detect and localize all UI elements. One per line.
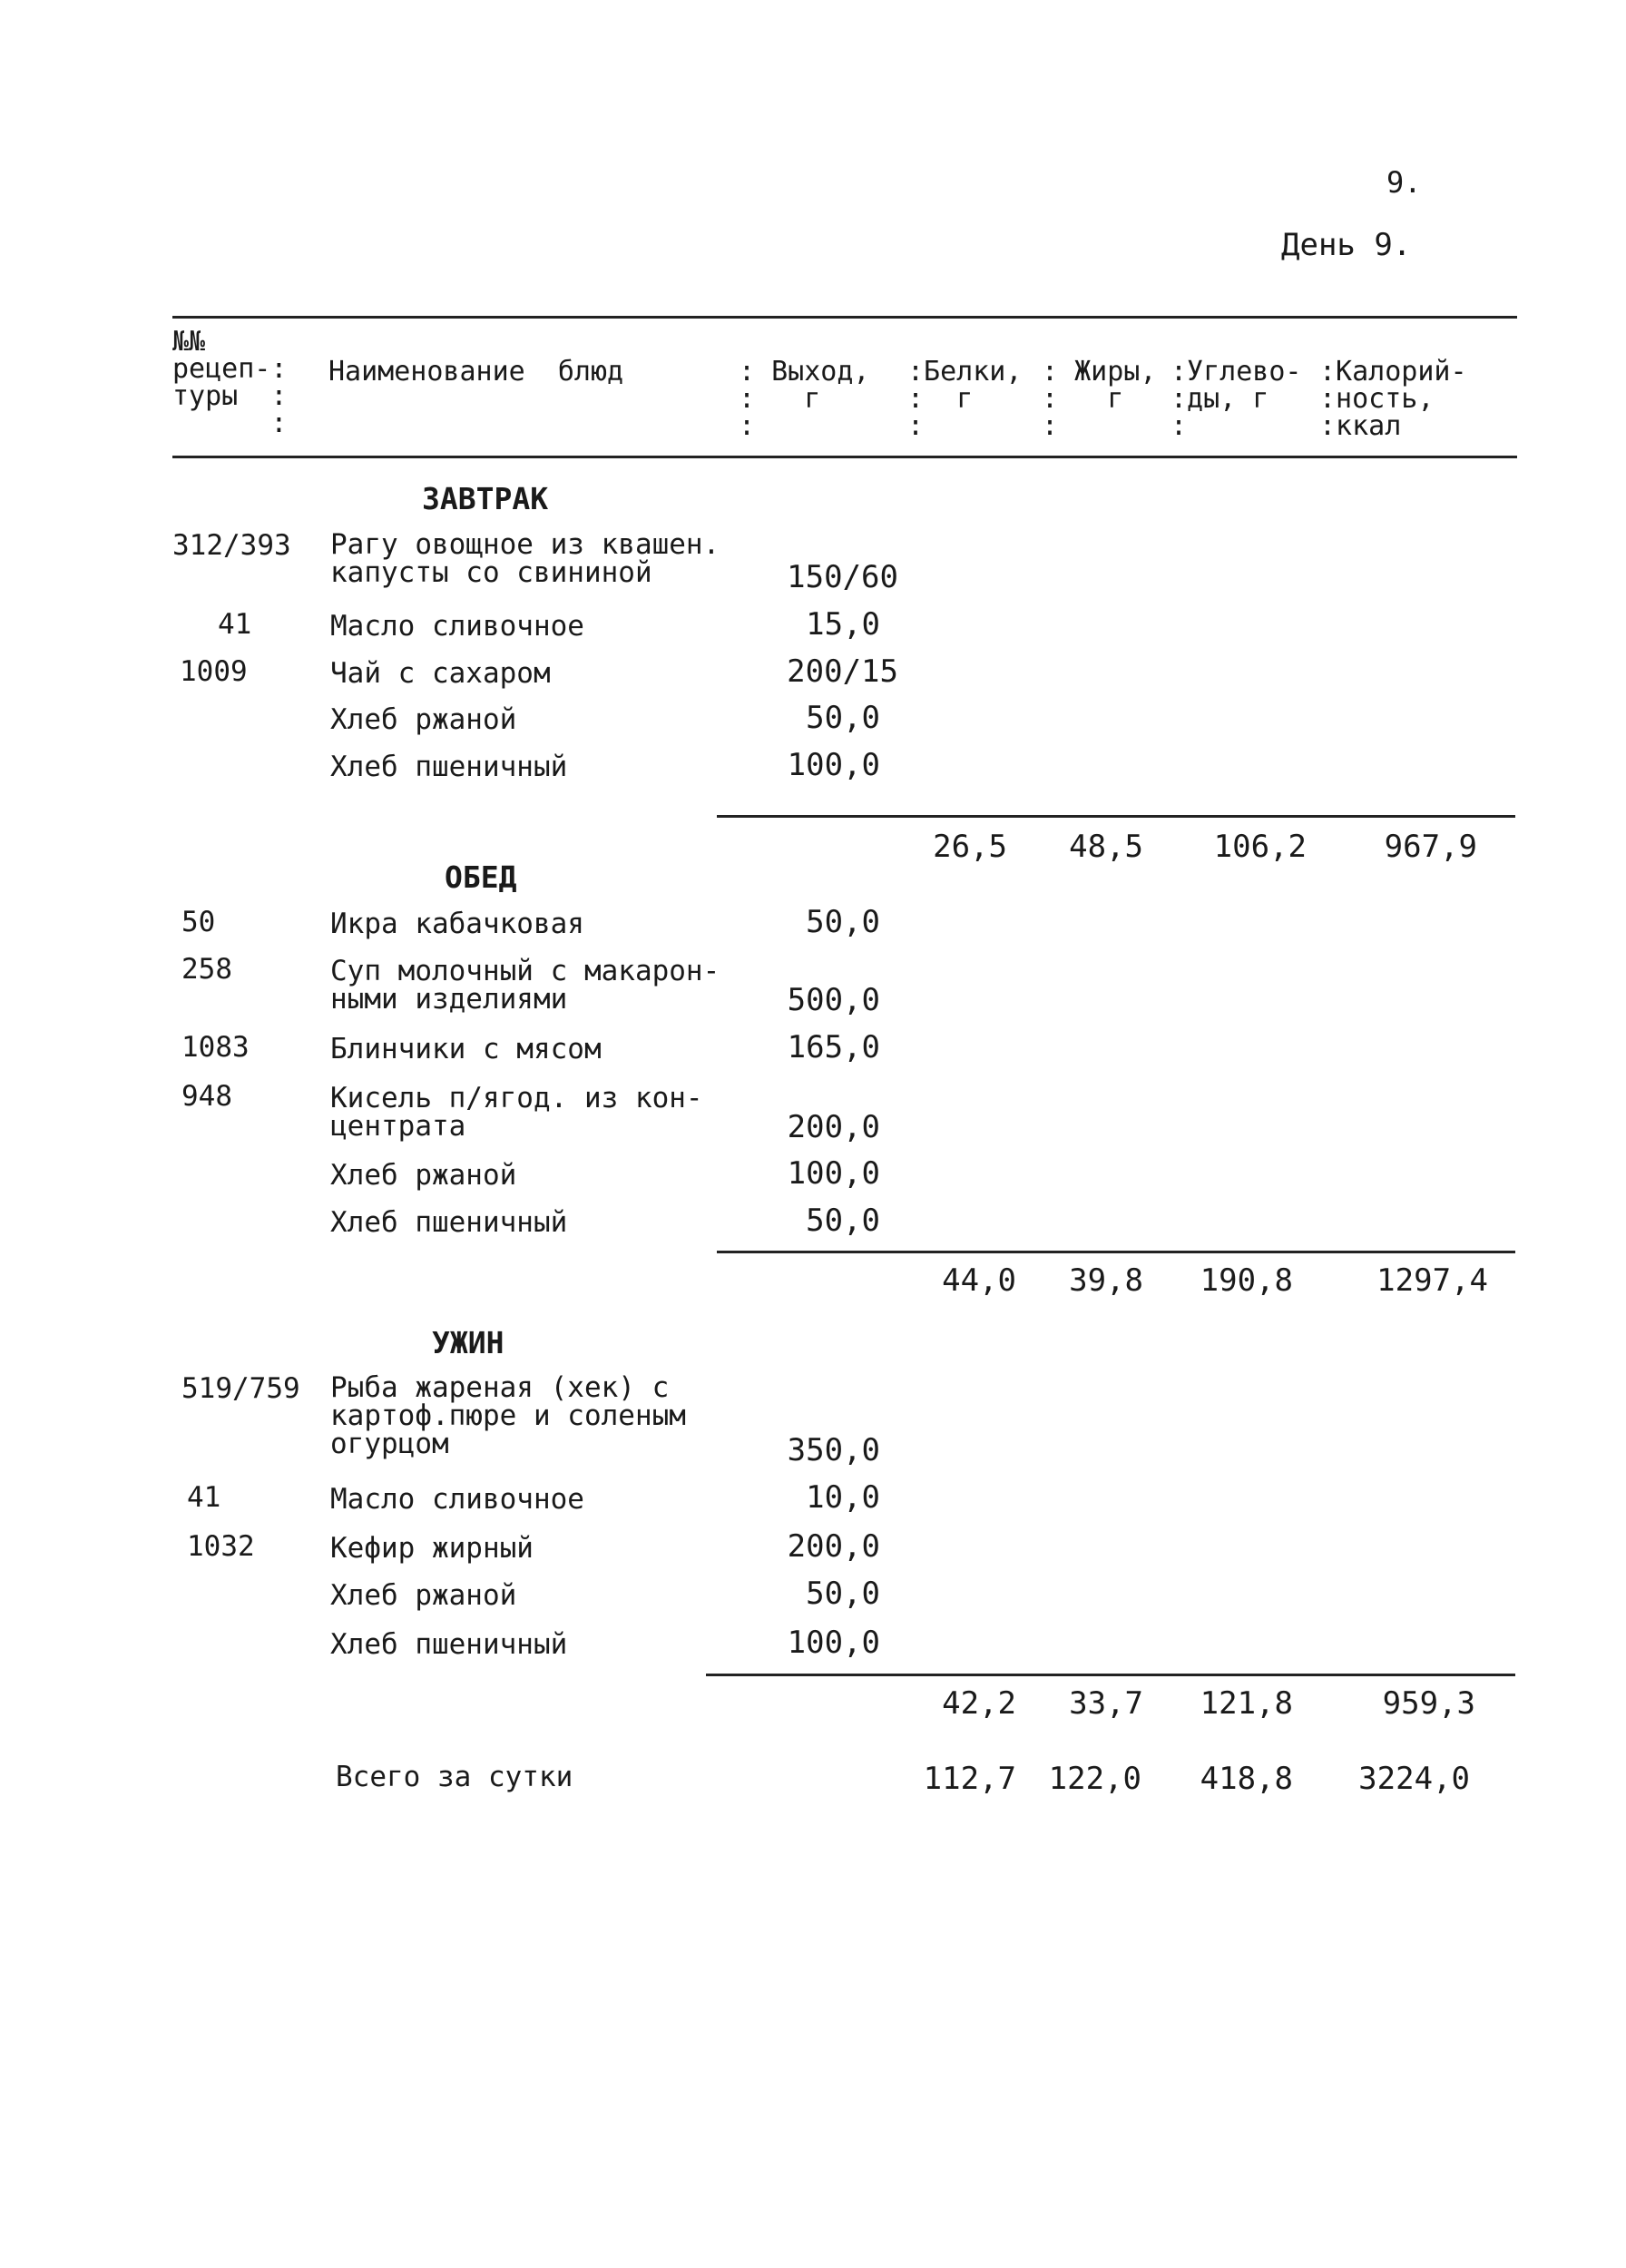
dish-name: Хлеб пшеничный [330,751,568,783]
header-yield: : Выход, : г : [739,356,870,442]
dish-name: Масло сливочное [330,1483,584,1516]
dish-yield: 350,0 [787,1432,880,1468]
header-name: Наименование блюд [328,356,624,388]
dish-name: Хлеб ржаной [330,1579,517,1612]
recipe-code: 312/393 [172,529,291,562]
dish-name: Хлеб пшеничный [330,1206,568,1239]
total-protein: 44,0 [942,1262,1016,1299]
dish-name: Хлеб ржаной [330,1159,517,1192]
total-protein: 26,5 [933,829,1007,865]
dish-yield: 200/15 [787,653,898,690]
dish-yield: 165,0 [787,1029,880,1065]
section-total-rule [706,1674,1515,1676]
header-bottom-rule [172,456,1517,458]
recipe-code: 258 [181,953,232,986]
total-kcal: 959,3 [1382,1685,1475,1722]
dish-yield: 100,0 [787,1625,880,1661]
header-top-rule [172,316,1517,319]
total-fat: 39,8 [1069,1262,1143,1299]
section-total-rule [717,815,1515,818]
grand-total-carb: 418,8 [1200,1761,1293,1797]
total-carb: 121,8 [1200,1685,1293,1722]
section-title-breakfast: ЗАВТРАК [422,481,549,516]
page-number: 9. [1386,165,1422,200]
dish-yield: 50,0 [806,700,880,736]
grand-total-kcal: 3224,0 [1358,1761,1470,1797]
section-title-lunch: ОБЕД [445,859,517,895]
dish-name: Хлеб ржаной [330,703,517,736]
header-recipe: №№ рецеп-: туры : : [172,326,288,439]
recipe-code: 1009 [180,655,248,688]
dish-yield: 100,0 [787,1155,880,1192]
grand-total-protein: 112,7 [923,1761,1016,1797]
recipe-code: 519/759 [181,1372,300,1405]
grand-total-label: Всего за сутки [336,1761,573,1793]
header-fat: : Жиры, : г : [1042,356,1157,442]
dish-yield: 200,0 [787,1109,880,1145]
dish-yield: 100,0 [787,747,880,783]
total-kcal: 967,9 [1384,829,1477,865]
dish-yield: 500,0 [787,982,880,1018]
dish-name: Хлеб пшеничный [330,1628,568,1661]
dish-yield: 150/60 [787,559,898,595]
grand-total-fat: 122,0 [1048,1761,1141,1797]
dish-name: Чай с сахаром [330,657,551,690]
recipe-code: 41 [187,1481,221,1514]
day-label: День 9. [1281,227,1412,263]
header-kcal: :Калорий- :ность, :ккал [1319,356,1467,442]
header-carb: :Углево- :ды, г : [1171,356,1302,442]
recipe-code: 1083 [181,1031,250,1064]
dish-yield: 15,0 [806,606,880,643]
header-protein: :Белки, : г : [907,356,1023,442]
dish-name: Кисель п/ягод. из кон- центрата [330,1082,703,1143]
section-title-dinner: УЖИН [432,1325,504,1360]
total-fat: 33,7 [1069,1685,1143,1722]
dish-yield: 10,0 [806,1479,880,1516]
dish-name: Рыба жареная (хек) с картоф.пюре и соленым огурцом [330,1371,686,1460]
dish-yield: 50,0 [806,904,880,940]
dish-name: Кефир жирный [330,1532,534,1565]
total-protein: 42,2 [942,1685,1016,1722]
dish-name: Масло сливочное [330,610,584,643]
dish-name: Блинчики с мясом [330,1033,602,1065]
total-kcal: 1297,4 [1376,1262,1488,1299]
recipe-code: 1032 [187,1530,255,1563]
recipe-code: 41 [218,608,252,641]
total-carb: 190,8 [1200,1262,1293,1299]
dish-yield: 50,0 [806,1576,880,1612]
section-total-rule [717,1251,1515,1253]
total-fat: 48,5 [1069,829,1143,865]
recipe-code: 948 [181,1080,232,1113]
total-carb: 106,2 [1213,829,1307,865]
dish-yield: 50,0 [806,1203,880,1239]
dish-name: Суп молочный с макарон- ными изделиями [330,955,720,1016]
recipe-code: 50 [181,906,216,938]
dish-yield: 200,0 [787,1528,880,1565]
dish-name: Рагу овощное из квашен. капусты со свининой [330,528,720,589]
dish-name: Икра кабачковая [330,908,584,940]
